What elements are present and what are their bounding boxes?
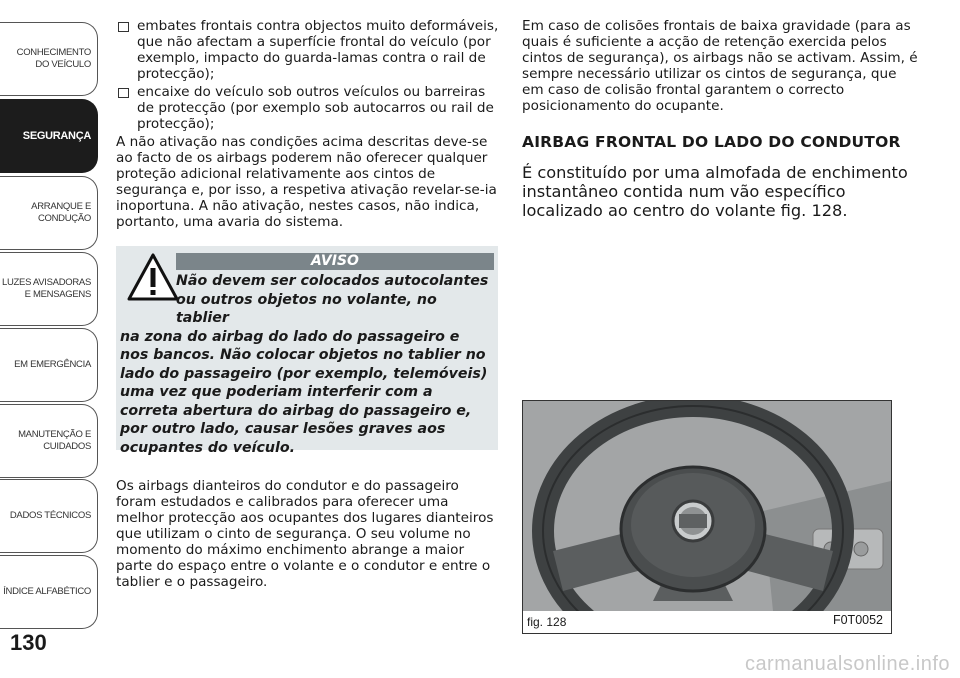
tab-luzes-avisadoras[interactable]	[0, 252, 98, 326]
tab-label: CONHECIMENTO DO VEÍCULO	[16, 47, 91, 70]
warning-text	[120, 272, 490, 457]
right-column	[522, 18, 922, 220]
checkbox-bullet-icon	[118, 22, 129, 32]
tab-conhecimento-do-veiculo[interactable]	[0, 22, 98, 96]
tab-label: ARRANQUE E CONDUÇÃO	[31, 201, 91, 224]
tab-manutencao-e-cuidados[interactable]	[0, 404, 98, 478]
warning-body-text: na zona do airbag do lado do passageiro e nos bancos. Não colocar objetos no tablier no lado do passageiro (por exemplo, telemóveis) uma vez que poderiam interferir com a correta abertura do airbag do passageiro e, por outro lado, causar lesões graves aos ocupantes do veículo.	[120, 328, 488, 456]
paragraph-nao-ativacao: A não ativação nas condições acima descritas deve-se ao facto de os airbags poderem não oferecer qualquer proteção adicional relativamente aos cintos de segurança e, por isso, a respetiva ativação revelar-se-ia inoportuna. A não ativação, nestes casos, não indica, portanto, uma avaria do sistema.	[116, 134, 497, 230]
figure-caption: fig. 128	[527, 615, 567, 629]
bullet-item	[116, 84, 500, 132]
steering-wheel-illustration	[523, 401, 891, 611]
bullet-text: embates frontais contra objectos muito deformáveis, que não afectam a superfície frontal do veículo (por exemplo, impacto do guarda-lamas contra o rail de protecção);	[137, 18, 499, 82]
watermark: carmanualsonline.info	[744, 653, 950, 675]
warning-title: AVISO	[176, 253, 494, 270]
warning-lead: Não devem ser colocados autocolantes ou outros objetos no volante, no tablier	[176, 273, 489, 326]
figure-caption-bar	[523, 611, 891, 633]
tab-label: SEGURANÇA	[22, 130, 91, 142]
tab-label: ÍNDICE ALFABÉTICO	[3, 586, 91, 597]
bullet-item	[116, 18, 500, 82]
page-number: 130	[10, 630, 47, 655]
tab-dados-tecnicos[interactable]	[0, 479, 98, 553]
bullet-text: encaixe do veículo sob outros veículos ou barreiras de protecção (por exemplo sob autocarros ou rail de protecção);	[137, 84, 494, 132]
tab-label: MANUTENÇÃO E CUIDADOS	[18, 429, 91, 452]
figure-steering-wheel	[522, 400, 892, 634]
figure-code: F0T0052	[832, 613, 883, 627]
checkbox-bullet-icon	[118, 88, 129, 98]
tab-arranque-e-conducao[interactable]	[0, 176, 98, 250]
section-tabs	[0, 0, 104, 678]
left-column	[116, 18, 500, 590]
tab-indice-alfabetico[interactable]	[0, 555, 98, 629]
tab-em-emergencia[interactable]	[0, 328, 98, 402]
tab-label: DADOS TÉCNICOS	[9, 510, 91, 521]
tab-label: LUZES AVISADORAS E MENSAGENS	[2, 277, 91, 300]
warning-box	[116, 246, 498, 456]
section-heading: AIRBAG FRONTAL DO LADO DO CONDUTOR	[522, 133, 901, 151]
paragraph-airbags-dianteiros: Os airbags dianteiros do condutor e do passageiro foram estudados e calibrados para oferecer uma melhor protecção aos ocupantes dos lugares dianteiros que utilizam o cinto de segurança. O seu volume no momento do máximo enchimento abrange a maior parte do espaço entre o volante e o condutor e entre o tablier e o passageiro.	[116, 478, 494, 590]
paragraph-colisoes: Em caso de colisões frontais de baixa gravidade (para as quais é suficiente a acção de retenção exercida pelos cintos de segurança), os airbags não se activam. Assim, é sempre necessário utilizar os cintos de segurança, que em caso de colisão frontal garantem o correcto posicionamento do ocupante.	[522, 18, 918, 114]
tab-label: EM EMERGÊNCIA	[14, 359, 91, 370]
paragraph-constituido: É constituído por uma almofada de enchimento instantâneo contida num vão específico localizado ao centro do volante fig. 128.	[522, 163, 908, 220]
tab-seguranca[interactable]	[0, 99, 98, 173]
